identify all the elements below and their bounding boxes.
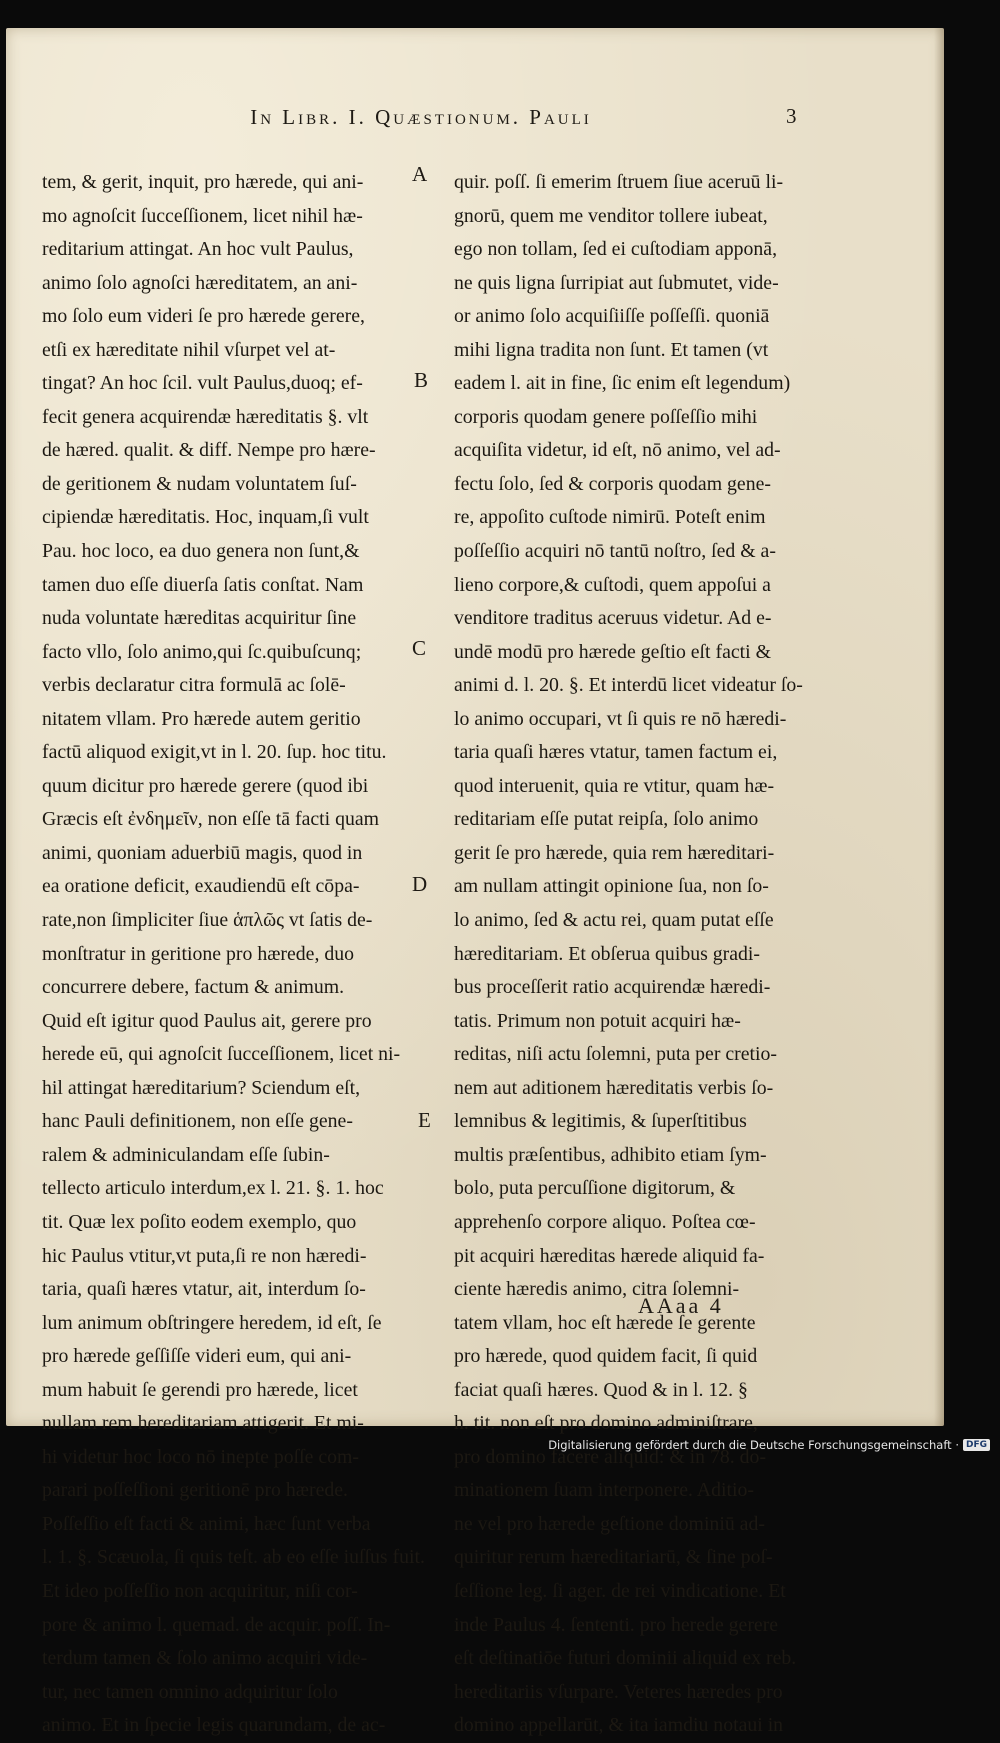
left-column-line: Quid eſt igitur quod Paulus ait, gerere pro bbox=[42, 1009, 372, 1032]
left-column-line: nuda voluntate hæreditas acquiritur ſine bbox=[42, 607, 357, 630]
left-column-line: nitatem vllam. Pro hærede autem geritio bbox=[42, 707, 361, 730]
right-column-line: hæreditariam. Et obſerua quibus gradi- bbox=[454, 942, 760, 965]
right-column-line: animi d. l. 20. §. Et interdū licet videatur ſo- bbox=[454, 674, 803, 697]
left-column-line: cipiendæ hæreditatis. Hoc, inquam,ſi vult bbox=[42, 506, 369, 529]
left-column-line: tit. Quæ lex poſito eodem exemplo, quo bbox=[42, 1210, 357, 1233]
left-column-line: lum animum obſtringere heredem, id eſt, ſe bbox=[42, 1311, 382, 1334]
left-column-line: Pau. hoc loco, ea duo genera non ſunt,& bbox=[42, 540, 360, 563]
left-column-line: hi videtur hoc loco nō inepte poſſe com- bbox=[42, 1445, 359, 1468]
running-head: In Libr. I. Quæstionum. Pauli bbox=[250, 105, 592, 129]
right-column-line: acquiſita videtur, id eſt, nō animo, vel ad- bbox=[454, 439, 781, 462]
left-column-line: pro hærede geſſiſſe videri eum, qui ani- bbox=[42, 1345, 352, 1368]
right-column-line: domino appellarūt, & ita iamdiu notaui in bbox=[454, 1714, 784, 1737]
left-column-line: monſtratur in geritione pro hærede, duo bbox=[42, 942, 355, 965]
left-column-line: ea oratione deficit, exaudiendū eſt cōpa- bbox=[42, 875, 360, 898]
right-column-line: am nullam attingit opinione ſua, non ſo- bbox=[454, 875, 769, 898]
left-text-column bbox=[42, 166, 425, 1743]
right-column-line: or animo ſolo acquiſiiſſe poſſeſſi. quoniā bbox=[454, 305, 770, 328]
right-column-line: poſſeſſio acquiri nō tantū noſtro, ſed & a- bbox=[454, 540, 776, 563]
left-column-line: facto vllo, ſolo animo,qui ſc.quibuſcunq; bbox=[42, 640, 362, 663]
page-number: 3 bbox=[786, 104, 797, 128]
left-column-line: parari poſſeſſioni geritionē pro hærede. bbox=[42, 1479, 348, 1502]
right-column-line: gnorū, quem me venditor tollere iubeat, bbox=[454, 204, 768, 227]
right-column-line: mihi ligna tradita non ſunt. Et tamen (vt bbox=[454, 338, 769, 361]
left-column-line: animo. Et in ſpecie legis quarundam, de ac- bbox=[42, 1714, 386, 1737]
left-column-line: verbis declaratur citra formulā ac ſolē- bbox=[42, 674, 346, 697]
left-column-line: quum dicitur pro hærede gerere (quod ibi bbox=[42, 774, 369, 797]
right-column-line: pit acquiri hæreditas hærede aliquid fa- bbox=[454, 1244, 765, 1267]
left-column-line: tur, nec tamen omnino adquiritur ſolo bbox=[42, 1680, 338, 1703]
left-column-line: tem, & gerit, inquit, pro hærede, qui ani- bbox=[42, 171, 364, 193]
left-column-line: mum habuit ſe gerendi pro hærede, licet bbox=[42, 1378, 358, 1401]
right-text-column bbox=[454, 166, 834, 1743]
left-column-line: de geritionem & nudam voluntatem ſuſ- bbox=[42, 472, 357, 495]
left-column-line: nullam rem hereditariam attigerit. Et mi- bbox=[42, 1412, 364, 1435]
left-column-line: hil attingat hæreditarium? Sciendum eſt, bbox=[42, 1076, 361, 1099]
left-column-line: herede eū, qui agnoſcit ſucceſſionem, licet ni- bbox=[42, 1043, 401, 1066]
right-column-line: hereditariis vſurpare. Veteres hæredes pro bbox=[454, 1680, 783, 1703]
margin-letter-d: D bbox=[412, 872, 428, 896]
left-column-line: pore & animo l. quemad. de acquir. poſſ. In- bbox=[42, 1613, 391, 1636]
right-column-line: re, appoſito cuſtode nimirū. Poteſt enim bbox=[454, 506, 766, 529]
right-column-line: fectu ſolo, ſed & corporis quodam gene- bbox=[454, 472, 771, 495]
right-column-line: pro hærede, quod quidem facit, ſi quid bbox=[454, 1345, 758, 1368]
right-column-line: quiritur rerum hæreditariarū, & ſine poſ- bbox=[454, 1546, 773, 1569]
right-column-line: nem aut aditionem hæreditatis verbis ſo- bbox=[454, 1076, 774, 1099]
right-column-line: minationem ſuam interponere. Aditio- bbox=[454, 1479, 754, 1502]
right-column-line: apprehenſo corpore aliquo. Poſtea cœ- bbox=[454, 1210, 756, 1233]
left-column-line: l. 1. §. Scæuola, ſi quis teſt. ab eo eſſe iuſſus fuit. bbox=[42, 1546, 425, 1569]
right-column-line: bolo, puta percuſſione digitorum, & bbox=[454, 1177, 736, 1200]
right-column-line: venditore traditus aceruus videtur. Ad e- bbox=[454, 607, 772, 630]
right-column-line: reditariam eſſe putat reipſa, ſolo animo bbox=[454, 808, 759, 831]
left-column-line: de hæred. qualit. & diff. Nempe pro hære- bbox=[42, 439, 376, 462]
left-column-line: tamen duo eſſe diuerſa ſatis conſtat. Nam bbox=[42, 573, 364, 596]
right-column-line: multis præſentibus, adhibito etiam ſym- bbox=[454, 1143, 767, 1166]
left-column-line: tellecto articulo interdum,ex l. 21. §. 1. hoc bbox=[42, 1177, 384, 1200]
right-column-line: lo animo occupari, vt ſi quis re nō hæredi- bbox=[454, 707, 787, 730]
right-column-line: undē modū pro hærede geſtio eſt facti & bbox=[454, 640, 771, 663]
dfg-logo-icon: DFG bbox=[963, 1439, 990, 1451]
left-column-line: taria, quaſi hæres vtatur, ait, interdum ſo- bbox=[42, 1278, 366, 1301]
right-column-line: gerit ſe pro hærede, quia rem hæreditari- bbox=[454, 841, 775, 864]
left-column-line: animo ſolo agnoſci hæreditatem, an ani- bbox=[42, 271, 358, 294]
right-column-line: quod interuenit, quia re vtitur, quam hæ- bbox=[454, 774, 775, 797]
margin-letter-a: A bbox=[412, 162, 428, 186]
left-column-line: Poſſeſſio eſt facti & animi, hæc ſunt verba bbox=[42, 1512, 371, 1535]
right-column-line: ne vel pro hærede geſtione dominiū ad- bbox=[454, 1512, 765, 1535]
left-column-line: concurrere debere, factum & animum. bbox=[42, 976, 345, 999]
margin-letter-c: C bbox=[412, 636, 427, 660]
right-column-line: bus proceſſerit ratio acquirendæ hæredi- bbox=[454, 976, 771, 999]
right-column-line: taria quaſi hæres vtatur, tamen factum ei, bbox=[454, 741, 778, 764]
left-column-line: ralem & adminiculandam eſſe ſubin- bbox=[42, 1143, 330, 1166]
right-column-line: quir. poſſ. ſi emerim ſtruem ſiue aceruū li- bbox=[454, 171, 784, 193]
right-column-line: lemnibus & legitimis, & ſuperſtitibus bbox=[454, 1110, 747, 1133]
left-column-line: mo agnoſcit ſucceſſionem, licet nihil hæ- bbox=[42, 204, 363, 227]
right-column-line: ciente hæredis animo, citra ſolemni- bbox=[454, 1278, 740, 1301]
right-column-line: h. tit. non eſt pro domino adminiſtrare, bbox=[454, 1412, 758, 1435]
right-column-line: ne quis ligna ſurripiat aut ſubmutet, vide- bbox=[454, 271, 779, 294]
left-column-line: reditarium attingat. An hoc vult Paulus, bbox=[42, 238, 354, 261]
left-column-line: Græcis eſt ἐνδημεῖν, non eſſe tā facti quam bbox=[42, 808, 380, 831]
left-column-line: hic Paulus vtitur,vt puta,ſi re non hæredi- bbox=[42, 1244, 367, 1267]
left-column-line: hanc Pauli definitionem, non eſſe gene- bbox=[42, 1110, 353, 1133]
right-column-line: inde Paulus 4. ſententi. pro herede gerere bbox=[454, 1613, 779, 1636]
right-column-line: faciat quaſi hæres. Quod & in l. 12. § bbox=[454, 1378, 748, 1401]
right-column-line: corporis quodam genere poſſeſſio mihi bbox=[454, 405, 758, 428]
left-column-line: mo ſolo eum videri ſe pro hærede gerere, bbox=[42, 305, 365, 328]
right-column-line: eadem l. ait in fine, ſic enim eſt legendum) bbox=[454, 372, 791, 395]
left-column-line: terdum tamen & ſolo animo acquiri vide- bbox=[42, 1647, 368, 1670]
page-edge-shadow bbox=[934, 28, 944, 1426]
right-column-line: tatis. Primum non potuit acquiri hæ- bbox=[454, 1009, 741, 1032]
funding-footer bbox=[548, 1438, 990, 1452]
right-column-line: lieno corpore,& cuſtodi, quem appoſui a bbox=[454, 573, 771, 596]
funding-note-text: Digitalisierung gefördert durch die Deutsche Forschungsgemeinschaft · bbox=[548, 1438, 959, 1452]
right-column-line: eſt deſtinatiōe futuri dominii aliquid ex reb. bbox=[454, 1647, 797, 1670]
left-column-line: fecit genera acquirendæ hæreditatis §. vlt bbox=[42, 405, 369, 428]
right-column-line: pro domino facere aliquid: & in 78. do- bbox=[454, 1445, 767, 1468]
left-column-line: etſi ex hæreditate nihil vſurpet vel at- bbox=[42, 338, 336, 361]
right-column-line: ego non tollam, ſed ei cuſtodiam apponā, bbox=[454, 238, 778, 261]
left-column-line: factū aliquod exigit,vt in l. 20. ſup. hoc titu. bbox=[42, 741, 387, 764]
right-column-line: reditas, niſi actu ſolemni, puta per cretio- bbox=[454, 1043, 777, 1066]
right-column-line: lo animo, ſed & actu rei, quam putat eſſe bbox=[454, 909, 774, 932]
left-column-line: rate,non ſimpliciter ſiue ἁπλῶς vt ſatis de- bbox=[42, 909, 373, 932]
left-column-line: tingat? An hoc ſcil. vult Paulus,duoq; ef- bbox=[42, 372, 363, 395]
margin-letter-e: E bbox=[418, 1108, 431, 1132]
right-column-line: tatem vllam, hoc eſt hærede ſe gerente bbox=[454, 1311, 756, 1334]
signature-mark: AAaa 4 bbox=[638, 1293, 724, 1318]
margin-letter-b: B bbox=[414, 368, 429, 392]
left-column-line: animi, quoniam aduerbiū magis, quod in bbox=[42, 841, 363, 864]
right-column-line: ſeſſione leg. ſi ager. de rei vindicatione. Et bbox=[454, 1579, 786, 1602]
left-column-line: Et ideo poſſeſſio non acquiritur, niſi cor- bbox=[42, 1579, 358, 1602]
